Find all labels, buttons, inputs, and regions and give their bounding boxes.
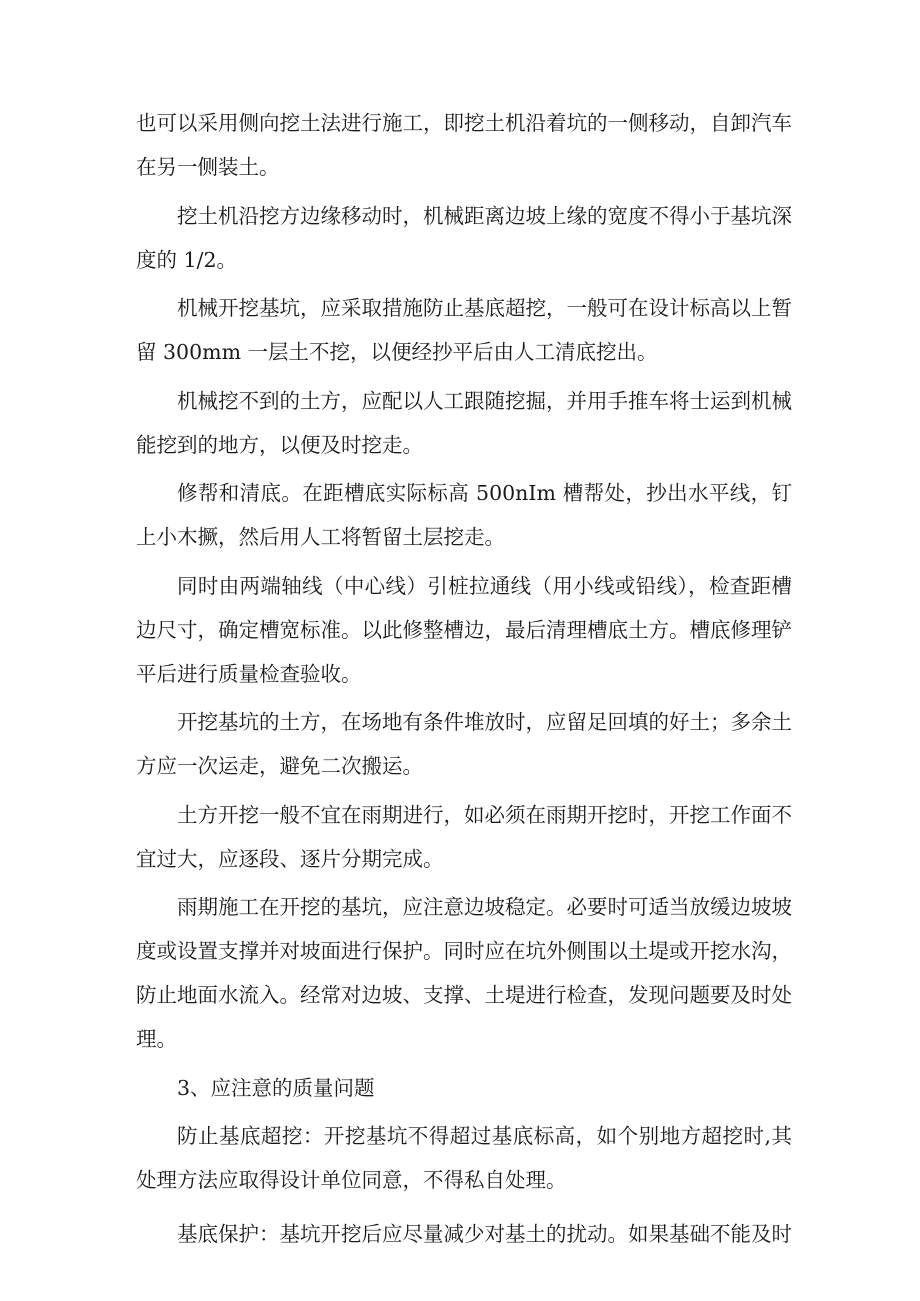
document-body xyxy=(136,101,792,1261)
paragraph: 机械开挖基坑，应采取措施防止基底超挖，一般可在设计标高以上暂留 300mm 一层土不挖，以便经抄平后由人工清底挖出。 xyxy=(136,296,792,364)
paragraph: 防止基底超挖：开挖基坑不得超过基底标高，如个别地方超挖时,其处理方法应取得设计单位同意，不得私自处理。 xyxy=(136,1124,792,1192)
paragraph: 开挖基坑的土方，在场地有条件堆放时，应留足回填的好土；多余土方应一次运走，避免二次搬运。 xyxy=(136,710,792,778)
paragraph: 土方开挖一般不宜在雨期进行，如必须在雨期开挖时，开挖工作面不宜过大，应逐段、逐片分期完成。 xyxy=(136,802,792,871)
paragraph: 同时由两端轴线（中心线）引桩拉通线（用小线或铅线），检查距槽边尺寸，确定槽宽标准。以此修整槽边，最后清理槽底土方。槽底修理铲平后进行质量检查验收。 xyxy=(136,573,792,686)
paragraph: 机械挖不到的土方，应配以人工跟随挖掘，并用手推车将士运到机械能挖到的地方，以便及时挖走。 xyxy=(136,388,792,457)
paragraph: 也可以采用侧向挖土法进行施工，即挖土机沿着坑的一侧移动，自卸汽车在另一侧装土。 xyxy=(136,111,792,179)
paragraph: 雨期施工在开挖的基坑，应注意边坡稳定。必要时可适当放缓边坡坡度或设置支撑并对坡面进行保护。同时应在坑外侧围以土堤或开挖水沟，防止地面水流入。经常对边坡、支撑、土堤进行检查，发现问题要及时处理。 xyxy=(136,895,792,1051)
paragraph: 修帮和清底。在距槽底实际标高 500nIm 槽帮处，抄出水平线，钉上小木撅，然后用人工将暂留土层挖走。 xyxy=(136,481,792,549)
paragraph: 挖土机沿挖方边缘移动时，机械距离边坡上缘的宽度不得小于基坑深度的 1/2。 xyxy=(136,203,792,272)
section-heading: 3、应注意的质量问题 xyxy=(177,1075,375,1100)
paragraph: 基底保护：基坑开挖后应尽量减少对基土的扰动。如果基础不能及时 xyxy=(177,1222,792,1246)
